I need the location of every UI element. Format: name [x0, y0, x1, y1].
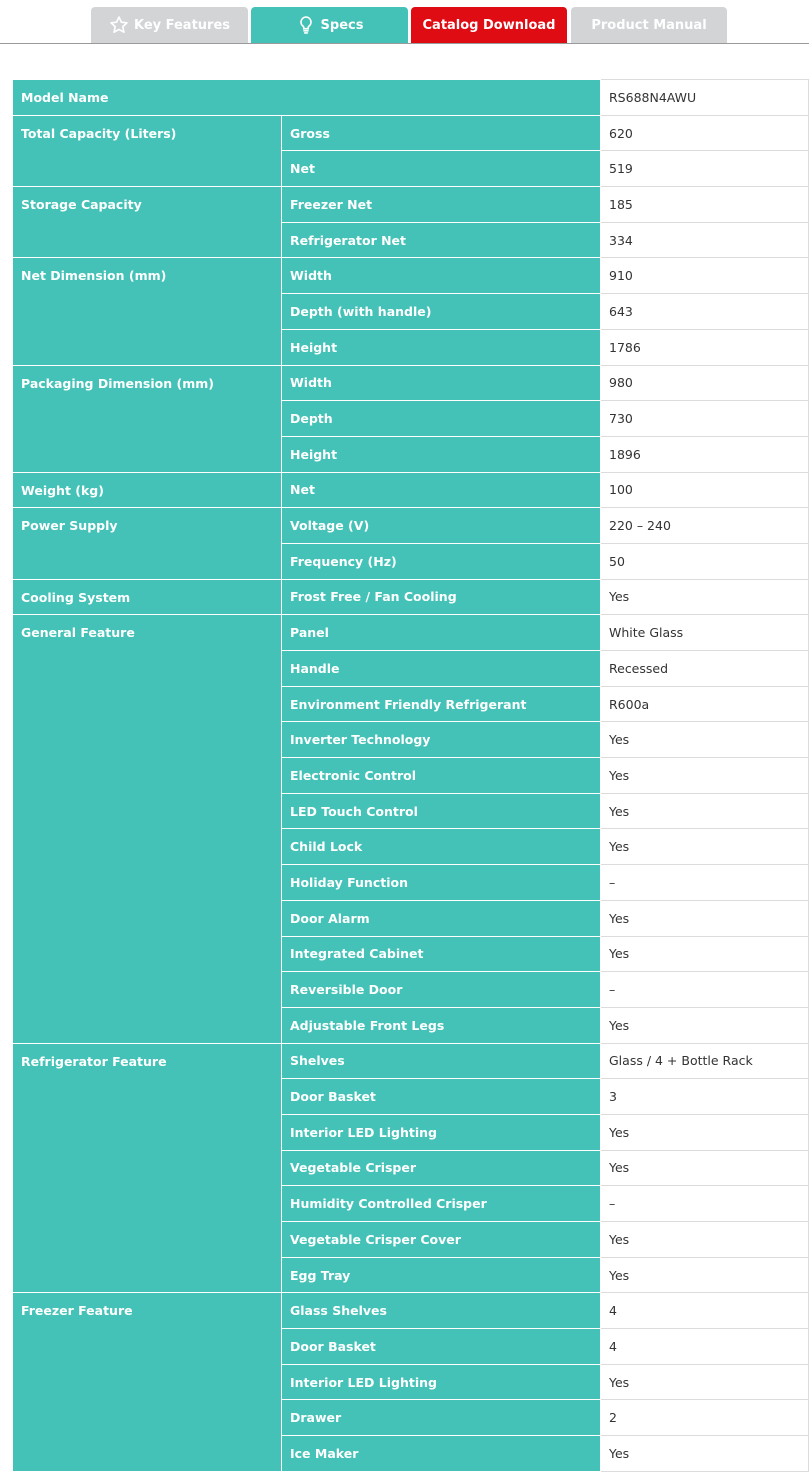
spec-label: Reversible Door — [282, 972, 601, 1008]
spec-value: 643 — [601, 294, 809, 330]
spec-value: 2 — [601, 1400, 809, 1436]
tab-bar — [0, 0, 809, 44]
spec-label: Gross — [282, 115, 601, 151]
spec-group-name: Weight (kg) — [13, 472, 282, 508]
spec-value: Yes — [601, 1436, 809, 1472]
spec-value: 220 – 240 — [601, 508, 809, 544]
spec-value: – — [601, 972, 809, 1008]
spec-value: 334 — [601, 222, 809, 258]
spec-group-name: Total Capacity (Liters) — [13, 115, 282, 186]
spec-value: 185 — [601, 187, 809, 223]
spec-label: Voltage (V) — [282, 508, 601, 544]
spec-label: Drawer — [282, 1400, 601, 1436]
lightbulb-icon — [296, 15, 316, 35]
specs-table-body — [13, 80, 809, 1472]
model-name-label: Model Name — [13, 80, 601, 116]
spec-label: Door Basket — [282, 1079, 601, 1115]
spec-value: Yes — [601, 758, 809, 794]
spec-label: Net — [282, 472, 601, 508]
spec-value: White Glass — [601, 615, 809, 651]
model-name-value: RS688N4AWU — [601, 80, 809, 116]
spec-label: Vegetable Crisper — [282, 1150, 601, 1186]
spec-value: 4 — [601, 1329, 809, 1365]
spec-value: Yes — [601, 722, 809, 758]
spec-value: – — [601, 1186, 809, 1222]
tab-catalog-download-label: Catalog Download — [422, 17, 556, 33]
spec-value: Yes — [601, 1114, 809, 1150]
spec-label: Door Basket — [282, 1329, 601, 1365]
table-row — [13, 187, 809, 223]
spec-value: 620 — [601, 115, 809, 151]
spec-value: 519 — [601, 151, 809, 187]
table-row — [13, 579, 809, 615]
spec-label: Frequency (Hz) — [282, 543, 601, 579]
spec-label: LED Touch Control — [282, 793, 601, 829]
spec-value: Glass / 4 + Bottle Rack — [601, 1043, 809, 1079]
tab-key-features[interactable] — [91, 7, 248, 43]
spec-value: Yes — [601, 579, 809, 615]
spec-label: Width — [282, 258, 601, 294]
tab-product-manual-label: Product Manual — [591, 17, 707, 33]
tab-specs[interactable] — [251, 7, 408, 43]
table-row — [13, 258, 809, 294]
spec-value: Yes — [601, 1257, 809, 1293]
spec-label: Interior LED Lighting — [282, 1114, 601, 1150]
spec-value: Yes — [601, 936, 809, 972]
spec-value: 730 — [601, 401, 809, 437]
table-row — [13, 508, 809, 544]
spec-value: – — [601, 865, 809, 901]
spec-label: Door Alarm — [282, 900, 601, 936]
spec-group-name: General Feature — [13, 615, 282, 1043]
spec-group-name: Power Supply — [13, 508, 282, 579]
spec-value: Yes — [601, 900, 809, 936]
spec-label: Child Lock — [282, 829, 601, 865]
specs-table — [12, 79, 809, 1472]
spec-group-name: Net Dimension (mm) — [13, 258, 282, 365]
table-row — [13, 472, 809, 508]
spec-value: 50 — [601, 543, 809, 579]
spec-label: Depth — [282, 401, 601, 437]
spec-value: 1786 — [601, 329, 809, 365]
spec-label: Frost Free / Fan Cooling — [282, 579, 601, 615]
spec-label: Egg Tray — [282, 1257, 601, 1293]
spec-label: Refrigerator Net — [282, 222, 601, 258]
spec-value: Recessed — [601, 651, 809, 687]
spec-label: Glass Shelves — [282, 1293, 601, 1329]
spec-group-name: Storage Capacity — [13, 187, 282, 258]
spec-label: Holiday Function — [282, 865, 601, 901]
tab-product-manual[interactable] — [571, 7, 727, 43]
spec-label: Environment Friendly Refrigerant — [282, 686, 601, 722]
table-row — [13, 80, 809, 116]
spec-label: Electronic Control — [282, 758, 601, 794]
spec-value: 980 — [601, 365, 809, 401]
spec-label: Width — [282, 365, 601, 401]
spec-label: Height — [282, 329, 601, 365]
spec-label: Shelves — [282, 1043, 601, 1079]
tab-key-features-label: Key Features — [133, 17, 231, 33]
spec-label: Handle — [282, 651, 601, 687]
spec-label: Height — [282, 436, 601, 472]
table-row — [13, 1293, 809, 1329]
spec-label: Depth (with handle) — [282, 294, 601, 330]
table-row — [13, 615, 809, 651]
spec-value: Yes — [601, 1007, 809, 1043]
spec-group-name: Refrigerator Feature — [13, 1043, 282, 1293]
spec-value: Yes — [601, 1222, 809, 1258]
spec-value: Yes — [601, 1364, 809, 1400]
table-row — [13, 1043, 809, 1079]
spec-label: Interior LED Lighting — [282, 1364, 601, 1400]
spec-label: Adjustable Front Legs — [282, 1007, 601, 1043]
table-row — [13, 365, 809, 401]
spec-label: Vegetable Crisper Cover — [282, 1222, 601, 1258]
spec-value: 100 — [601, 472, 809, 508]
spec-label: Net — [282, 151, 601, 187]
spec-label: Freezer Net — [282, 187, 601, 223]
spec-value: Yes — [601, 829, 809, 865]
spec-value: 1896 — [601, 436, 809, 472]
star-icon — [109, 15, 129, 35]
spec-label: Integrated Cabinet — [282, 936, 601, 972]
spec-group-name: Cooling System — [13, 579, 282, 615]
tab-specs-label: Specs — [320, 17, 364, 33]
spec-value: 4 — [601, 1293, 809, 1329]
spec-value: R600a — [601, 686, 809, 722]
spec-value: Yes — [601, 793, 809, 829]
spec-value: 3 — [601, 1079, 809, 1115]
table-row — [13, 115, 809, 151]
spec-group-name: Packaging Dimension (mm) — [13, 365, 282, 472]
spec-label: Humidity Controlled Crisper — [282, 1186, 601, 1222]
spec-value: 910 — [601, 258, 809, 294]
spec-value: Yes — [601, 1150, 809, 1186]
spec-label: Panel — [282, 615, 601, 651]
tab-catalog-download[interactable] — [411, 7, 567, 43]
spec-label: Inverter Technology — [282, 722, 601, 758]
spec-group-name: Freezer Feature — [13, 1293, 282, 1471]
spec-label: Ice Maker — [282, 1436, 601, 1472]
